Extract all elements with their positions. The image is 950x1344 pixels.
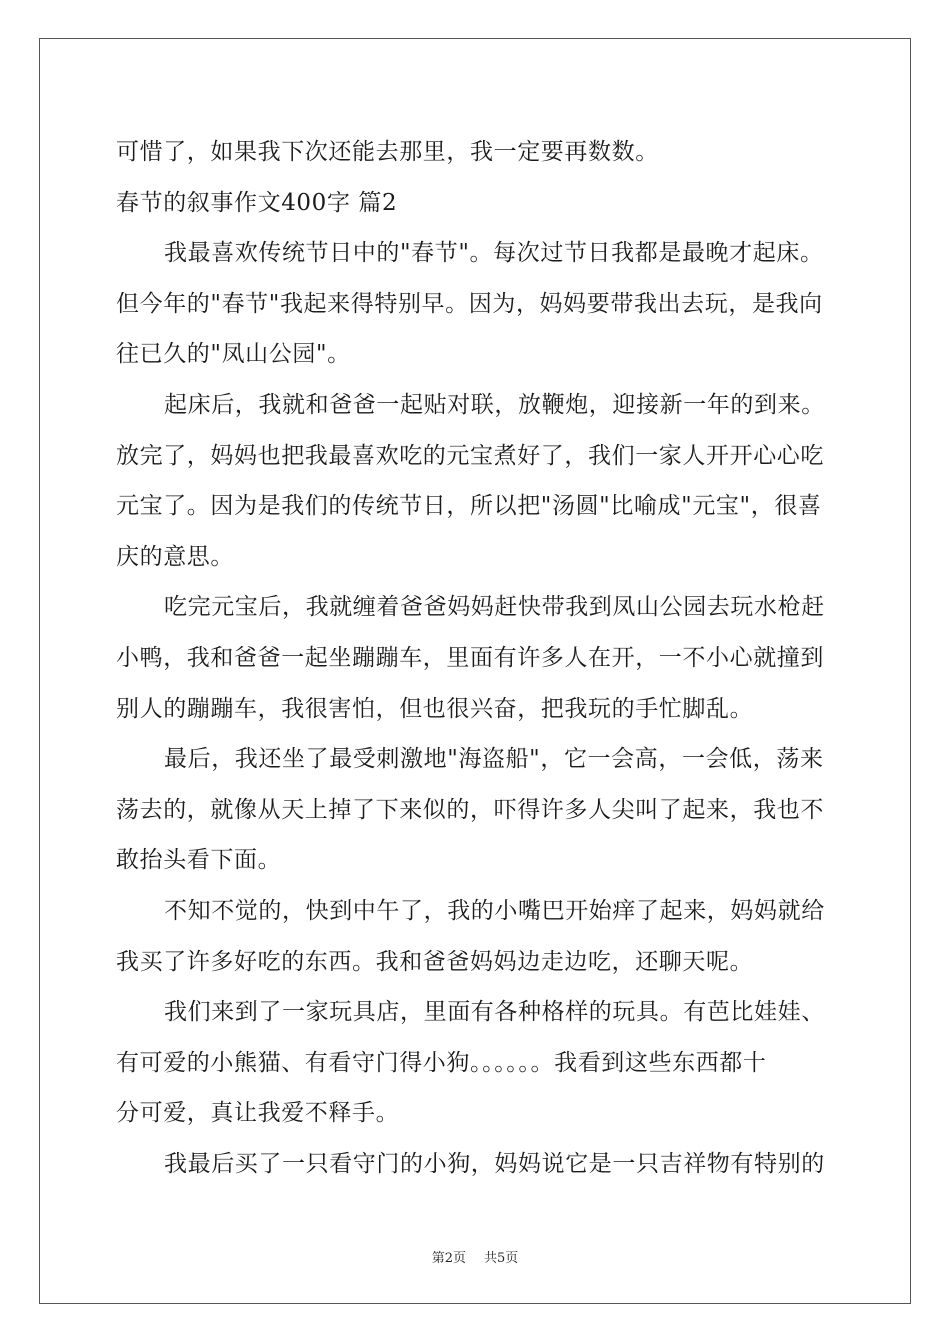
text-line: 小鸭，我和爸爸一起坐蹦蹦车，里面有许多人在开，一不小心就撞到 [116, 644, 824, 671]
document-body [116, 127, 836, 1189]
text-line: 不知不觉的，快到中午了，我的小嘴巴开始痒了起来，妈妈就给 [164, 897, 825, 924]
text-line: 但今年的"春节"我起来得特别早。因为，妈妈要带我出去玩，是我向 [116, 290, 823, 317]
text-line: 荡去的，就像从天上掉了下来似的，吓得许多人尖叫了起来，我也不 [116, 796, 824, 823]
text-line: 分可爱，真让我爱不释手。 [116, 1100, 400, 1127]
section-title: 春节的叙事作文400字 篇2 [116, 189, 398, 216]
page-total: 共5页 [484, 1251, 519, 1266]
text-line: 有可爱的小熊猫、有看守门得小狗。。。。。。我看到这些东西都十 [116, 1049, 767, 1076]
text-line: 最后，我还坐了最受刺激地"海盗船"，它一会高，一会低，荡来 [164, 746, 824, 773]
text-line: 敢抬头看下面。 [116, 847, 282, 874]
text-line: 往已久的"凤山公园"。 [116, 341, 351, 368]
text-line: 我买了许多好吃的东西。我和爸爸妈妈边走边吃，还聊天呢。 [116, 948, 754, 975]
text-line: 庆的意思。 [116, 543, 234, 570]
text-line: 可惜了，如果我下次还能去那里，我一定要再数数。 [116, 139, 659, 165]
text-line: 起床后，我就和爸爸一起贴对联，放鞭炮，迎接新一年的到来。 [164, 391, 825, 418]
text-line: 放完了，妈妈也把我最喜欢吃的元宝煮好了，我们一家人开开心心吃 [116, 442, 824, 469]
text-line: 吃完元宝后，我就缠着爸爸妈妈赶快带我到凤山公园去玩水枪赶 [164, 594, 825, 621]
text-line: 我们来到了一家玩具店，里面有各种格样的玩具。有芭比娃娃、 [164, 999, 825, 1026]
text-line: 别人的蹦蹦车，我很害怕，但也很兴奋，把我玩的手忙脚乱。 [116, 695, 754, 722]
page-footer [0, 1247, 950, 1266]
text-line: 我最后买了一只看守门的小狗，妈妈说它是一只吉祥物有特别的 [164, 1150, 825, 1177]
text-line: 元宝了。因为是我们的传统节日，所以把"汤圆"比喻成"元宝"，很喜 [116, 493, 822, 520]
text-line: 我最喜欢传统节日中的"春节"。每次过节日我都是最晚才起床。 [164, 240, 824, 267]
page-number: 第2页 [431, 1251, 466, 1266]
